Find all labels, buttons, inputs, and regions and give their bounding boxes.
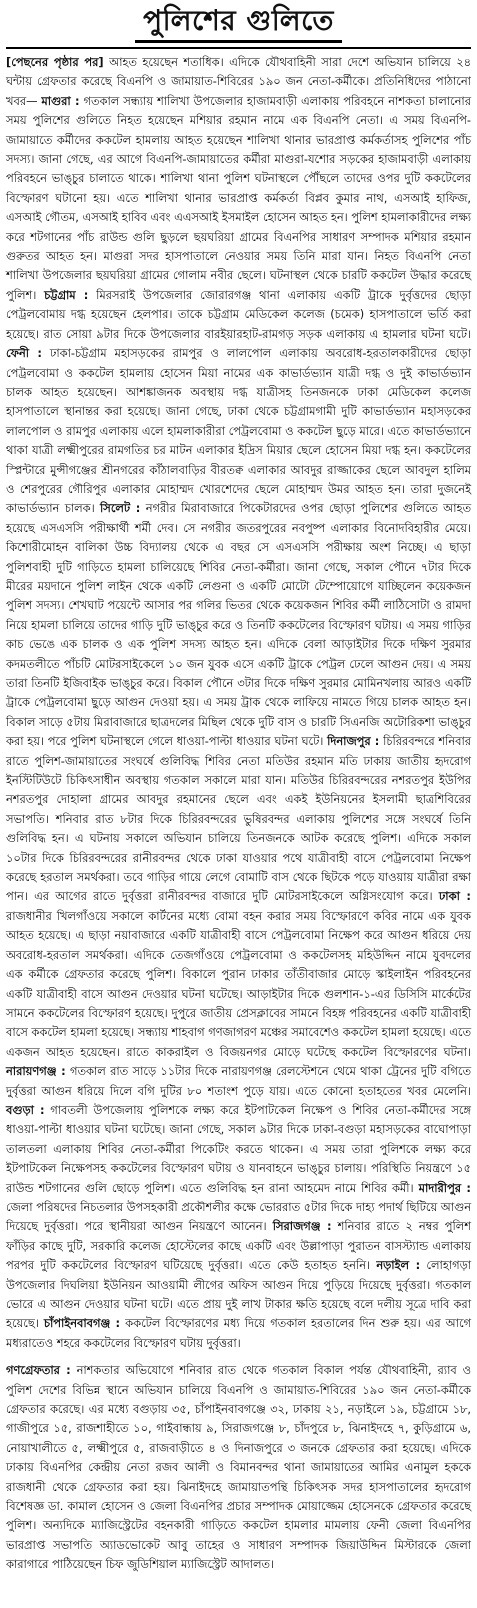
headline-wrap xyxy=(6,2,471,43)
dateline-narail: নড়াইল : xyxy=(376,1258,421,1273)
dateline-sirajganj: সিরাজগঞ্জ : xyxy=(272,1219,332,1234)
text-madaripur: জেলা পরিষদের নিচতলার উপসহকারী প্রকৌশলীর কক্ষে ভোররাত ৫টার দিকে দাহ্য পদার্থ ছিটিয়ে আগুন দিয়েছে দুর্বৃত্তরা। পরে স্থানীয়রা আগুন নিয়ন্ত্রণে আনেন। xyxy=(6,1199,471,1234)
dateline-sylhet: সিলেট : xyxy=(100,501,141,516)
text-intro: আহত হয়েছেন শতাধিক। এদিকে যৌথবাহিনী সারা দেশে অভিযান চালিয়ে ২৪ ঘন্টায় গ্রেফতার করেছে বিএনপি ও জামায়াত-শিবিরের ১৯০ জন নেতা-কর্মীকে। প্রতিনিধিদের পাঠানো খবর— xyxy=(6,55,471,108)
text-dinajpur: চিরিরবন্দরে শনিবার রাতে পুলিশ-জামায়াতের সংঘর্ষে গুলিবিদ্ধ শিবির নেতা মতিউর রহমান মতি ঢাকায় জাতীয় হৃদরোগ ইনস্টিটিউটে চিকিৎসাধীন অবস্থায় গতকাল সকালে মারা যান। মতিউর চিরিরবন্দরের নশরতপুর ইউপির নশরতপুর দোহালা গ্রামের আবদুর রহমানের ছেলে এবং একই ইউনিয়নের ইসলামী ছাত্রশিবিরের সভাপতি। শনিবার রাত ৮টার দিকে চিরিরবন্দরের ভুষিরবন্দর এলাকায় পুলিশের সঙ্গে সংঘর্ষে তিনি গুলিবিদ্ধ হন। এ ঘটনায় সকালে অভিযান চালিয়ে তিনজনকে আটক করেছে পুলিশ। এদিকে সকাল ১০টার দিকে চিরিরবন্দরের রানীরবন্দর থেকে ঢাকা যাওয়ার পথে যাত্রীবাহী বাসে পেট্রলবোমা নিক্ষেপ করেছে হরতাল সমর্থকরা। তবে গাড়ির গায়ে লেগে বোমাটি বাস থেকে ছিটকে পড়ে যাওয়ায় যাত্রীরা রক্ষা পান। এর আগের রাতে দুর্বৃত্তরা রানীরবন্দর বাজারে দুটি মোটরসাইকেলে অগ্নিসংযোগ করে। xyxy=(6,734,472,904)
dateline-bogura: বগুড়া : xyxy=(6,1102,45,1117)
dateline-chapainawabganj: চাঁপাইনবাবগঞ্জ : xyxy=(43,1316,121,1331)
lead-tag: [পেছনের পৃষ্ঠার পর] xyxy=(6,55,104,69)
text-dhaka: রাজধানীর খিলগাঁওয়ে সকালে কার্টনের মধ্যে বোমা বহন করার সময় বিস্ফোরণে কবির নামে এক যুবক আহত হয়েছে। এ ছাড়া নয়াবাজারে একটি যাত্রীবাহী বাসে পেট্রলবোমা নিক্ষেপ করে আগুন ধরিয়ে দেয় অবরোধ-হরতাল সমর্থকরা। এদিকে তেজগাঁওয়ে পেট্রলবোমা ও ককটেলসহ মহিউদ্দিন নামে যুবদলের এক কর্মীকে গ্রেফতার করেছে পুলিশ। বিকালে পুরান ঢাকার তাঁতীবাজার মোড়ে স্কাইলাইন পরিবহনের একটি যাত্রীবাহী বাসে আগুন দেওয়ার ঘটনা ঘটেছে। আড়াইটার দিকে গুলশান-১-এর ডিসিসি মার্কেটের সামনে ককটেলের বিস্ফোরণ হয়েছে। দুপুরে জাতীয় প্রেসক্লাবের সামনে বিহঙ্গ পরিবহনের একটি যাত্রীবাহী বাসে ককটেল হামলা হয়েছে। সন্ধ্যায় শাহবাগ গণজাগরণ মঞ্চের সমাবেশেও ককটেল হামলা হয়েছে। এতে একজন আহত হয়েছেন। রাতে কাকরাইল ও বিজয়নগর মোড়ে ঘটেছে ককটেল বিস্ফোরণের ঘটনা। xyxy=(6,908,471,1059)
dateline-mass-arrest: গণগ্রেফতার : xyxy=(6,1363,71,1378)
text-chapainawabganj: ককটেল বিস্ফোরণের মধ্য দিয়ে গতকাল হরতালের দিন শুরু হয়। এর আগে মধ্যরাতেও শহরে ককটেলের বিস্ফোরণ ঘটায় দুর্বৃত্তরা। xyxy=(6,1316,471,1350)
text-magura: গতকাল সন্ধ্যায় শালিখা উপজেলার হাজামবাড়ী এলাকায় পরিবহনে নাশকতা চালানোর সময় পুলিশের গুলিতে নিহত হয়েছেন মশিয়ার রহমান নামে এক বিএনপি নেতা। এ সময় বিএনপি-জামায়াতে কর্মীদের ককটেল হামলায় আহত হয়েছেন শালিখা থানার ভারপ্রাপ্ত কর্মকর্তাসহ পুলিশের পাঁচ সদস্য। জানা গেছে, এর আগে বিএনপি-জামায়াতের কর্মীরা মাগুরা-যশোর সড়কের হাজামবাড়ী এলাকায় পরিবহনে ভাঙ্চুর চালাতে থাকে। শালিখা থানা পুলিশ ঘটনাস্থলে পৌঁছলে তাদের ওপর দুটি ককটেলের বিস্ফোরণ ঘটানো হয়। এতে শালিখা থানার ভারপ্রাপ্ত কর্মকর্তা বিপ্লব কুমার নাথ, এসআই হাফিজ, এসআই গৌতম, এসআই হাবিব এবং এএসআই ইসমাইল হোসেন আহত হন। পুলিশ হামলাকারীদের লক্ষ্য করে শটগানের পাঁচ রাউন্ড গুলি ছুড়লে ছয়ঘরিয়া গ্রামের বিএনপির সাধারণ সম্পাদক মশিয়ার রহমান গুরুতর আহত হন। মাগুরা সদর হাসপাতালে নেওয়ার সময় তিনি মারা যান। নিহত বিএনপি নেতা শালিখা উপজেলার ছয়ঘরিয়া গ্রামের গোলাম নবীর ছেলে। ঘটনাস্থল থেকে চারটি ককটেল উদ্ধার করেছে পুলিশ। xyxy=(6,93,471,302)
dateline-narayanganj: নারায়ণগঞ্জ : xyxy=(6,1064,66,1079)
dateline-magura: মাগুরা : xyxy=(41,93,80,108)
text-narayanganj: গতকাল রাত সাড়ে ১১টার দিকে নারায়ণগঞ্জ রেলস্টেশনে থেমে থাকা ট্রেনের দুটি বগিতে দুর্বৃত্তরা আগুন ধরিয়ে দিলে বগি দুটির ৮০ শতাংশ পুড়ে যায়। এতে কোনো হতাহতের খবর মেলেনি। xyxy=(6,1064,471,1098)
dateline-dinajpur: দিনাজপুর : xyxy=(327,734,380,749)
section-gap xyxy=(6,1353,471,1361)
text-sirajganj: শনিবার রাতে ২ নম্বর পুলিশ ফাঁড়ির কাছে দুটি, সরকারি কলেজ হোস্টেলের কাছে একটি এবং উল্লাপাড়া পুরাতন বাসস্ট্যান্ড এলাকায় পরপর দুটি ককটেলের বিস্ফোরণ ঘটিয়েছে দুর্বৃত্তরা। এতে কেউ হতাহত হননি। xyxy=(6,1219,471,1273)
dateline-dhaka: ঢাকা : xyxy=(438,889,471,904)
paragraph-main xyxy=(6,53,471,1353)
headline-rule xyxy=(6,47,471,49)
dateline-chattogram: চট্টগ্রাম : xyxy=(44,287,89,302)
article-body xyxy=(6,53,471,1575)
text-sylhet: নগরীর মিরাবাজারে পিকেটারদের ওপর ছোড়া পুলিশের গুলিতে আহত হয়েছে এসএসসি পরীক্ষার্থী শর্মী দেব। সে নগরীর জতরপুরের নবপুষ্প এলাকার বিনোদবিহারীর মেয়ে। কিশোরীমোহন বালিকা উচ্চ বিদ্যালয় থেকে এ বছর সে এসএসসি পরীক্ষায় অংশ নিচ্ছে। এ ছাড়া পুলিশবাহী দুটি গাড়িতে হামলা চালিয়েছে শিবির নেতা-কর্মীরা। জানা গেছে, সকাল পৌনে ৭টার দিকে মীরের ময়দানে পুলিশ লাইন থেকে একটি লেগুনা ও একটি মোটো টেম্পোয়োগে যাচ্ছিলেন কয়েকজন পুলিশ সদস্য। শেখঘাট পয়েন্টে আসার পর গলির ভিতর থেকে কয়েকজন শিবির কর্মী লাঠিসোটা ও রামদা নিয়ে হামলা চালিয়ে তাদের গাড়ি দুটি ভাঙ্চুর করে ও তিনটি ককটেলের বিস্ফোরণ ঘটায়। এ সময় গাড়ির কাচ ভেঙে এক চালক ও এক পুলিশ সদস্য আহত হন। এদিকে বেলা আড়াইটার দিকে দক্ষিণ সুরমার কদমতলীতে পাঁচটি মোটরসাইকেলে ১০ জন যুবক এসে একটি ট্রাকে পেট্রল ঢেলে আগুন দেয়। এ সময় তারা তিনটি ইজিবাইক ভাঙ্চুর করে। বিকাল পৌনে ৩টার দিকে দক্ষিণ সুরমার মোমিনখলায় আরও একটি ট্রাকে পেট্রলবোমা ছুড়ে আগুন দেওয়া হয়। এ সময় ট্রাক থেকে লাফিয়ে নামতে গিয়ে চালক আহত হন। বিকাল সাড়ে ৫টায় মিরাবাজারে ছাত্রদলের মিছিল থেকে দুটি বাস ও চারটি সিএনজি অটোরিকশা ভাঙ্চুর করা হয়। পরে পুলিশ ঘটনাস্থলে গেলে ধাওয়া-পাল্টা ধাওয়ার ঘটনা ঘটে। xyxy=(6,501,471,749)
headline: পুলিশের গুলিতে xyxy=(135,4,342,43)
paragraph-arrests xyxy=(6,1361,471,1574)
dateline-feni: ফেনী : xyxy=(6,346,42,361)
text-chattogram: মিরসরাই উপজেলার জোরারগঞ্জ থানা এলাকায় একটি ট্রাকে দুর্বৃত্তদের ছোড়া পেট্রলবোমায় দগ্ধ হয়েছেন হেলপার। তাকে চট্টগ্রাম মেডিকেল কলেজ (চমেক) হাসপাতালে ভর্তি করা হয়েছে। রাত সোয়া ৯টার দিকে উপজেলার বারইয়ারহাট-রামগড় সড়ক এলাকায় এ হামলার ঘটনা ঘটে। xyxy=(6,287,471,341)
text-feni: ঢাকা-চট্টগ্রাম মহাসড়কের রামপুর ও লালপোল এলাকায় অবরোধ-হরতালকারীদের ছোড়া পেট্রলবোমা ও ককটেল হামলায় হোসেন মিয়া নামের এক কাভার্ডভ্যান যাত্রী দগ্ধ ও দুই কাভার্ডভ্যান চালক আহত হয়েছেন। আশঙ্কাজনক অবস্থায় দগ্ধ যাত্রীসহ তিনজনকে ঢাকা মেডিকেল কলেজ হাসপাতালে স্থানান্তর করা হয়েছে। জানা গেছে, ঢাকা থেকে চট্টগ্রামগামী দুটি কাভার্ডভ্যান মহাসড়কের লালপোল ও রামপুর এলাকায় এলে হামলাকারীরা পেট্রলবোমা ও ককটেল ছুড়ে মারে। এতে কাভার্ডভ্যানে থাকা যাত্রী লক্ষ্মীপুরের রামগতির চর মাটন এলাকার ইদ্রিস মিয়ার ছেলে হোসেন মিয়া দগ্ধ হন। ককটেলের স্প্লিন্টারে মুন্সীগঞ্জের শ্রীনগরের কাঁঠালবাড়ির বীরতক্ব এলাকার আবদুর রাজ্জাকের ছেলে আবদুল হালিম ও শেরপুরের গৌরিপুর এলাকার মোহাম্মদ খোরশেদের ছেলে মোহাম্মদ উমর আহত হন। তারা দুজনেই কাভার্ডভ্যান চালক। xyxy=(6,346,471,516)
text-narail: লোহাগড়া উপজেলার দিঘলিয়া ইউনিয়ন আওয়ামী লীগের অফিস আগুন দিয়ে পুড়িয়ে দিয়েছে দুর্বৃত্তরা। গতকাল ভোরে এ আগুন দেওয়ার ঘটনা ঘটে। এতে প্রায় দুই লাখ টাকার ক্ষতি হয়েছে বলে দলীয় সূত্রে দাবি করা হয়েছে। xyxy=(6,1258,472,1331)
dateline-madaripur: মাদারীপুর : xyxy=(418,1180,471,1195)
text-bogura: গাবতলী উপজেলায় পুলিশকে লক্ষ্য করে ইটপাটকেল নিক্ষেপ ও শিবির নেতা-কর্মীদের সঙ্গে ধাওয়া-পাল্টা ধাওয়ার ঘটনা ঘটেছে। জানা গেছে, সকাল ৯টার দিকে ঢাকা-বগুড়া মহাসড়কের বাঘোপাড়া তালতলা এলাকায় শিবির নেতা-কর্মীরা পিকেটিং করতে থাকেন। এ সময় তারা পুলিশকে লক্ষ্য করে ইটপাটকেল নিক্ষেপসহ ককটেলের বিস্ফোরণ ঘটায় ও যানবাহনে ভাঙ্চুর চালায়। পরিস্থিতি নিয়ন্ত্রণে ১৫ রাউন্ড শটগানের গুলি ছোড়ে পুলিশ। এতে গুলিবিদ্ধ হন রানা আহমেদ নামে শিবির কর্মী। xyxy=(6,1102,471,1195)
text-mass-arrest: নাশকতার অভিযোগে শনিবার রাত থেকে গতকাল বিকাল পর্যন্ত যৌথবাহিনী, র‍্যাব ও পুলিশ দেশের বিভিন্ন স্থানে অভিযান চালিয়ে বিএনপি ও জামায়াত-শিবিরের ১৯০ জন নেতা-কর্মীকে গ্রেফতার করেছে। এর মধ্যে বগুড়ায় ৩৫, চাঁপাইনবাবগঞ্জে ৩২, ঢাকায় ২১, নড়াইলে ১৯, চট্টগ্রামে ১৮, গাজীপুরে ১৫, রাজশাহীতে ১০, গাইবান্ধায় ৯, সিরাজগঞ্জে ৮, চাঁদপুরে ৮, ঝিনাইদহে ৭, কুড়িগ্রামে ৬, নোয়াখালীতে ৫, লক্ষ্মীপুরে ৫, রাজবাড়ীতে ৪ ও দিনাজপুরে ৩ জনকে গ্রেফতার করা হয়েছে। এদিকে ঢাকায় বিএনপির কেন্দ্রীয় নেতা রজব আলী ও বিমানবন্দর থানা জামায়াতের আমির এনামুল হককে রাজধানী থেকে গ্রেফতার করা হয়। ঝিনাইদহে জামায়াতপন্থি চিকিৎসক সদর হাসপাতালের হৃদরোগ বিশেষজ্ঞ ডা. কামাল হোসেন ও জেলা বিএনপির প্রচার সম্পাদক মোয়াজ্জেম হোসেনকে গ্রেফতার করেছে পুলিশ। অন্যদিকে ম্যাজিস্ট্রেটের বহনকারী গাড়িতে ককটেল হামলার মামলায় ফেনী জেলা বিএনপির ভারপ্রাপ্ত সভাপতি অ্যাডভোকেট আবু তাহের ও সাধারণ সম্পাদক জিয়াউদ্দিন মিস্টারকে জেলা কারাগারে পাঠিয়েছেন চিফ জুডিশিয়াল ম্যাজিস্ট্রেট আদালত। xyxy=(6,1363,471,1572)
